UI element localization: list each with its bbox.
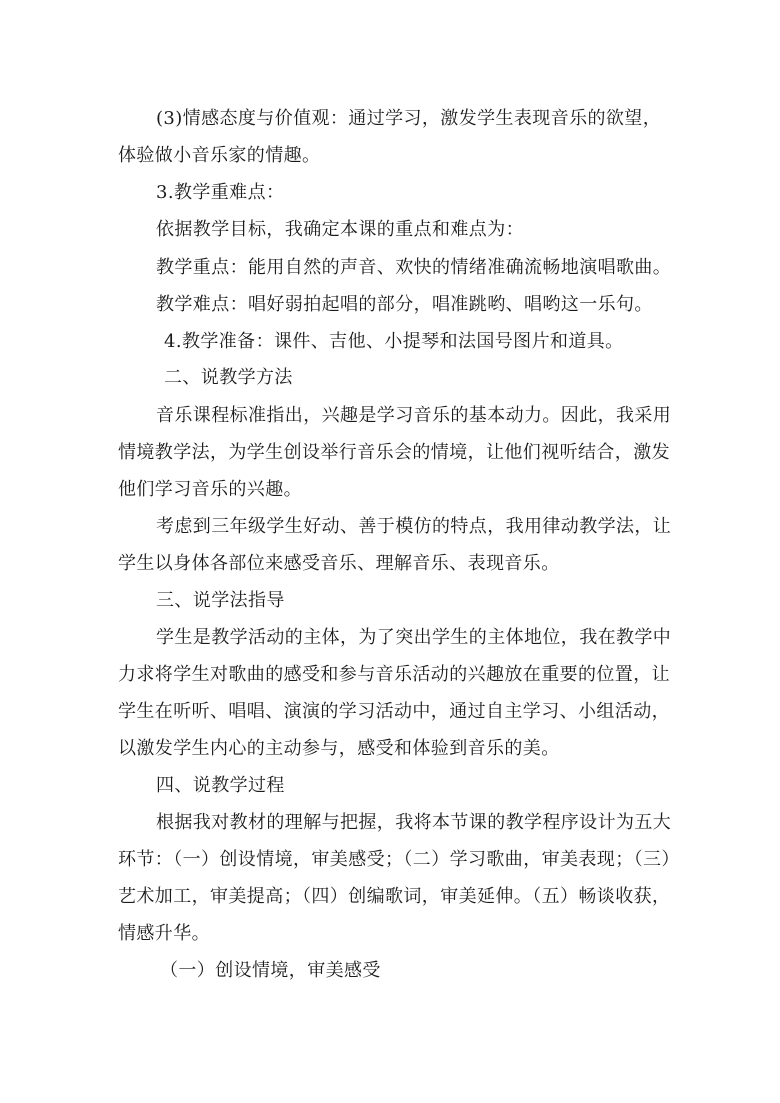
paragraph-line: 学生在听听、唱唱、演演的学习活动中，通过自主学习、小组活动， [118,701,670,722]
paragraph-line: 情境教学法，为学生创设举行音乐会的情境，让他们视听结合，激发 [118,442,670,463]
paragraph-line: 音乐课程标准指出，兴趣是学习音乐的基本动力。因此，我采用 [156,405,672,426]
paragraph-line: 他们学习音乐的兴趣。 [118,479,302,500]
section-heading: 3.教学重难点： [156,182,285,203]
paragraph-line: 学生是教学活动的主体，为了突出学生的主体地位，我在教学中 [156,627,672,648]
section-heading: 三、说学法指导 [156,590,285,611]
paragraph-line: 体验做小音乐家的情趣。 [118,145,321,166]
section-heading: 四、说教学过程 [156,775,285,796]
paragraph-line: 以激发学生内心的主动参与，感受和体验到音乐的美。 [118,738,560,759]
paragraph-line: 教学重点：能用自然的声音、欢快的情绪准确流畅地演唱歌曲。 [156,257,672,278]
paragraph-line: 教学难点：唱好弱拍起唱的部分，唱准跳哟、唱哟这一乐句。 [156,294,653,315]
paragraph-line: 艺术加工，审美提高；（四）创编歌词，审美延伸。（五）畅谈收获， [118,886,671,907]
paragraph-line: 环节：（一）创设情境，审美感受；（二）学习歌曲，审美表现；（三） [118,849,680,870]
section-heading: （一）创设情境，审美感受 [160,960,381,981]
paragraph-line: 情感升华。 [118,923,210,944]
paragraph-line: 依据教学目标，我确定本课的重点和难点为： [156,219,524,240]
paragraph-line: (3)情感态度与价值观：通过学习，激发学生表现音乐的欲望， [156,108,662,129]
paragraph-line: 考虑到三年级学生好动、善于模仿的特点，我用律动教学法，让 [156,516,672,537]
paragraph-line: 学生以身体各部位来感受音乐、理解音乐、表现音乐。 [118,553,560,574]
paragraph-line: 根据我对教材的理解与把握，我将本节课的教学程序设计为五大 [156,812,672,833]
section-heading: 二、说教学方法 [164,367,293,388]
paragraph-line: 力求将学生对歌曲的感受和参与音乐活动的兴趣放在重要的位置，让 [118,664,670,685]
paragraph-line: 4.教学准备：课件、吉他、小提琴和法国号图片和道具。 [164,331,624,352]
